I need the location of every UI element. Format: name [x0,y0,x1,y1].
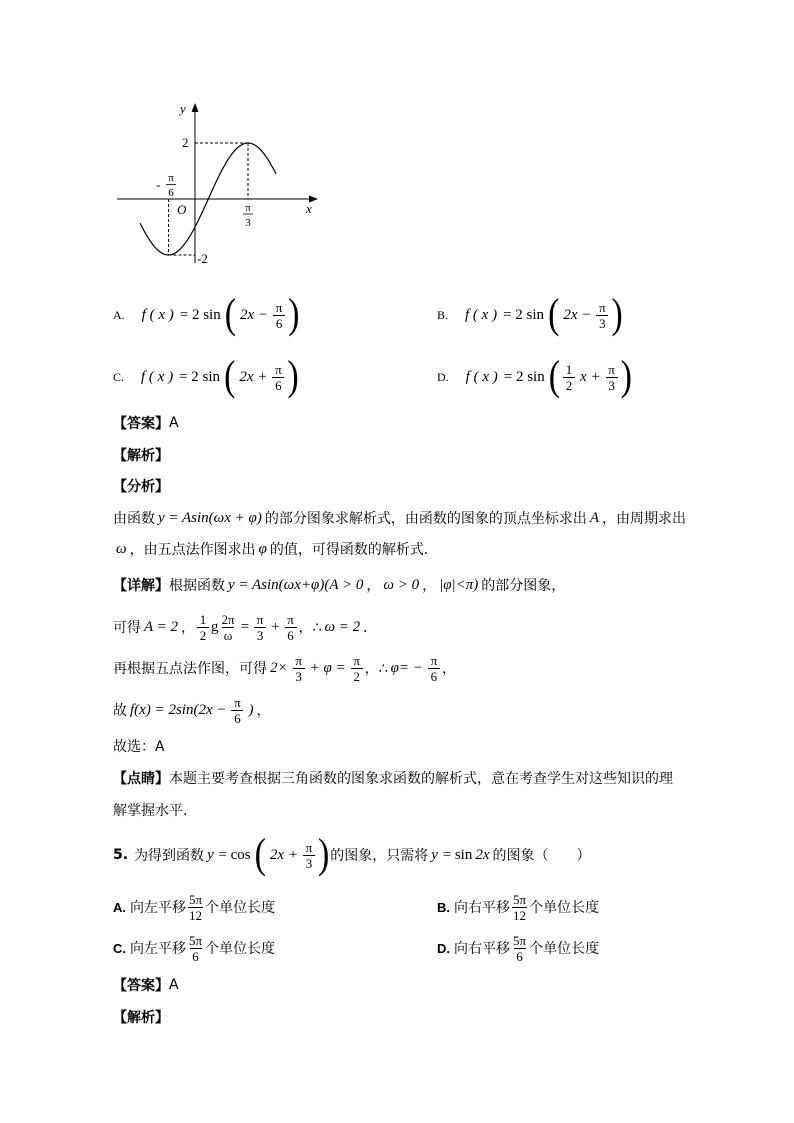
analysis-tag: 【分析】 [113,479,169,495]
fraction [596,300,608,331]
left-paren: ( [254,831,266,878]
text: 为得到函数 [134,848,205,864]
text: 再根据五点法作图，可得 [113,661,267,677]
function-lhs: f ( x ) [141,306,174,323]
math: f(x) = 2sin(2x − [130,701,227,718]
q5-explain-heading [113,999,169,1035]
numerator: π [599,299,606,315]
text: 本题主要考查根据三角函数的图象求函数的解析式，意在考查学生对这些知识的理 [169,771,673,787]
function-lhs: f ( x ) [141,368,174,385]
function-lhs: f ( x ) [465,368,498,385]
math: y = [207,846,228,863]
option-label: D. [437,369,449,384]
math: y = Asin(ωx+φ)(A > 0 [228,576,364,593]
text: ，由五点法作图求出 [129,542,256,558]
function-name: cos [230,846,251,863]
math: φ [258,540,267,557]
comment-line-1 [113,760,673,796]
detail-line-4 [113,692,270,728]
text: 由函数 [113,511,155,527]
text: 根据函数 [169,578,225,594]
text: ，由周期求出 [602,511,687,527]
numerator: 5π [513,891,527,907]
math: ω [116,540,127,557]
q4-answer [113,405,179,441]
numerator: π [295,652,302,668]
operator: = [240,618,250,635]
denominator: 3 [606,377,618,393]
left-paren: ( [548,291,560,338]
denominator: 6 [273,315,285,331]
text: ， [181,620,196,636]
option-text: 向左平移 [130,941,186,957]
denominator: 2 [197,627,209,643]
inner-expression: 2x + [269,846,298,863]
function-rhs: = 2 sin [179,368,221,385]
numerator: 5π [513,932,527,948]
fraction [188,933,203,964]
right-paren: ) [620,353,632,400]
fraction [272,362,284,393]
x-pos-denominator: 3 [245,217,251,229]
y-axis-label: y [180,101,186,116]
answer-tag: 【答案】 [113,416,169,432]
answer-tag: 【答案】 [113,978,169,994]
left-paren: ( [548,353,561,400]
q4-option-b [437,293,624,337]
text: ， [366,578,381,594]
function-lhs: f ( x ) [465,306,498,323]
option-unit: 个单位长度 [205,941,276,957]
numerator: π [234,694,241,710]
text: 的部分图象求解析式，由函数的图象的顶点坐标求出 [264,511,587,527]
denominator: 6 [514,948,526,964]
denominator: 2 [563,377,575,393]
option-text: 向左平移 [130,900,186,916]
comment-line-2 [113,792,187,828]
numerator: π [353,652,360,668]
fraction [303,840,315,871]
y-min-label: -2 [197,251,208,266]
math: 2x [475,846,490,863]
math: A [589,509,600,526]
text: ， [441,661,456,677]
numerator: π [608,361,615,377]
text: ， [422,578,437,594]
fraction [254,612,266,643]
y-axis-arrow [192,103,199,112]
question-number: 5. [113,847,129,863]
text: 故选：A [113,739,165,755]
text: ， [256,703,271,719]
q4-option-d [437,355,633,399]
inner-expression: 2x − [563,306,592,323]
answer-value: A [169,977,179,993]
numerator: 1 [565,361,573,377]
fraction [231,695,243,726]
math: A = 2 [144,618,179,635]
denominator: 6 [285,627,297,643]
option-label: B. [437,899,450,915]
operator: g [211,618,219,635]
explain-tag: 【解析】 [113,448,169,464]
option-unit: 个单位长度 [205,900,276,916]
text: 的部分图象， [481,578,566,594]
option-label: A. [113,307,125,322]
coefficient-fraction [563,362,575,393]
denominator: 3 [254,627,266,643]
q4-option-a [113,293,300,337]
math: ) [248,701,254,718]
q4-analysis-heading [113,468,169,504]
left-paren: ( [224,291,237,338]
fraction [273,300,285,331]
numerator: 1 [199,611,207,627]
detail-line-3 [113,650,456,686]
option-label: C. [113,940,126,956]
origin-label: O [177,202,187,217]
detail-conclusion [113,728,165,764]
denominator: 3 [596,315,608,331]
function-rhs: = 2 sin [179,306,221,323]
denominator: 3 [303,855,315,871]
operator: + [271,618,280,635]
denominator: 12 [189,907,203,923]
math: ω > 0 [383,576,420,593]
x-pos-numerator: π [245,202,251,214]
x-neg-denominator: 6 [168,187,174,199]
math: 2× [270,659,288,676]
option-label: C. [113,369,125,384]
text: ，∴ [364,661,388,677]
q5-option-b [437,889,599,925]
denominator: ω [223,627,233,643]
text: ，∴ [298,620,322,636]
denominator: 6 [231,710,243,726]
text: 的图象（ ） [492,848,591,864]
numerator: π [256,611,264,627]
math: y = Asin(ωx + φ) [158,509,262,526]
inner-expression: 2x − [240,306,269,323]
right-paren: ) [611,291,623,338]
option-label: A. [113,899,126,915]
function-rhs: = 2 sin [503,306,545,323]
detail-tag: 【详解】 [113,578,169,594]
fraction [188,892,203,923]
denominator: 6 [190,948,202,964]
numerator: π [430,652,438,668]
numerator: π [287,611,294,627]
text: 可得 [113,620,141,636]
y-max-label: 2 [182,135,189,150]
x-neg-sign: - [156,177,161,192]
q5-option-d [437,930,599,966]
denominator: 6 [272,377,284,393]
math: + φ = [309,659,346,676]
numerator: π [275,299,283,315]
fraction [512,892,527,923]
sine-graph [105,95,330,275]
option-label: B. [437,307,449,322]
denominator: 2 [351,668,363,684]
math: |φ|<π) [439,576,479,593]
option-unit: 个单位长度 [529,941,600,957]
q5-answer [113,967,179,1003]
right-paren: ) [317,831,330,878]
option-text: 向右平移 [454,941,510,957]
fraction [197,612,209,643]
inner-expression: x + [580,368,601,385]
comment-tag: 【点睛】 [113,771,169,787]
right-paren: ) [288,291,300,338]
q5-option-a [113,889,275,925]
explain-tag: 【解析】 [113,1010,169,1026]
fraction [221,612,236,643]
denominator: 3 [293,668,305,684]
q4-option-c [113,355,300,399]
fraction [285,612,297,643]
numerator: 5π [189,932,203,948]
left-paren: ( [224,353,236,400]
detail-line-1 [113,567,565,603]
denominator: 12 [513,907,527,923]
x-neg-numerator: π [168,172,174,184]
numerator: π [275,361,282,377]
text: 解掌握水平. [113,803,188,819]
option-label: D. [437,940,450,956]
option-unit: 个单位长度 [529,900,600,916]
denominator: 6 [428,668,440,684]
q5-stem [113,833,591,877]
function-rhs: = 2 sin [503,368,545,385]
x-axis-label: x [306,201,312,216]
q5-option-c [113,930,275,966]
inner-expression: 2x + [239,368,268,385]
math: y = [431,846,452,863]
analysis-line-2 [113,531,438,567]
text: 的图象，只需将 [330,848,429,864]
option-text: 向右平移 [454,900,510,916]
fraction [351,653,363,684]
numerator: 5π [189,891,203,907]
fraction [428,653,440,684]
fraction [293,653,305,684]
detail-line-2 [113,609,377,645]
math: ω = 2 [324,618,361,635]
text: 的值，可得函数的解析式． [269,542,438,558]
math: φ= − [390,659,423,676]
function-name: sin [454,846,473,863]
answer-value: A [169,415,179,431]
text: ． [363,620,378,636]
right-paren: ) [287,353,299,400]
numerator: π [305,839,313,855]
fraction [512,933,527,964]
text: 故 [113,703,127,719]
fraction [606,362,618,393]
numerator: 2π [221,611,235,627]
